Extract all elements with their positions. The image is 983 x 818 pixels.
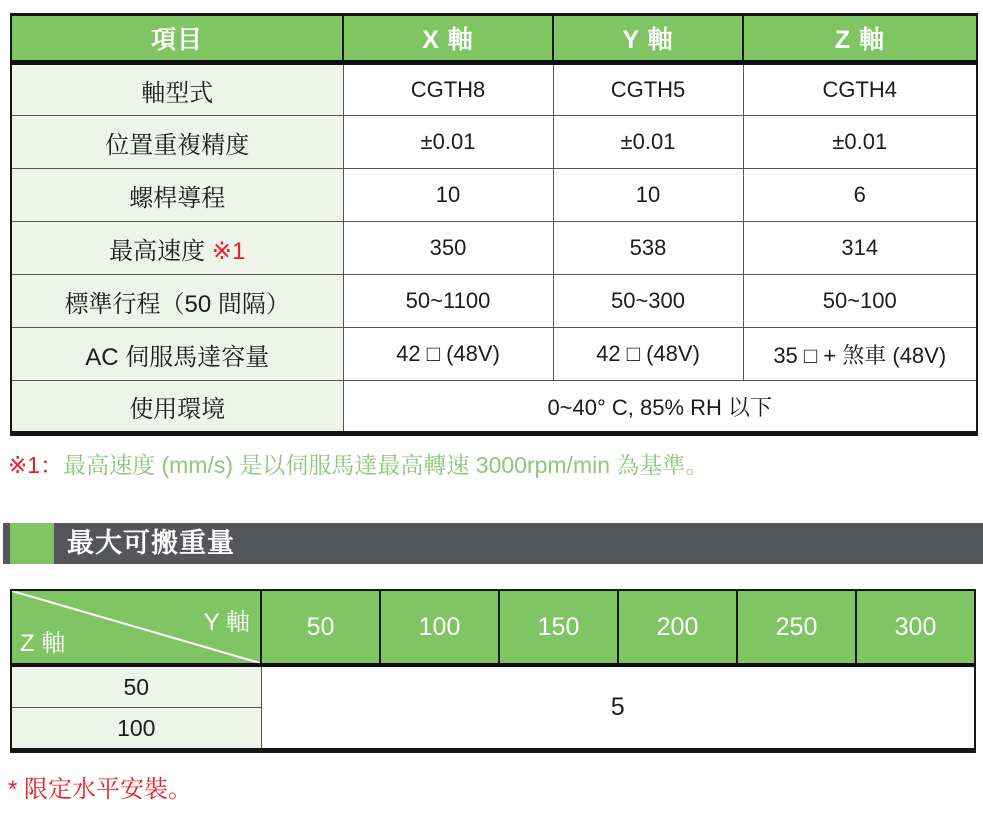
spec-cell: 10: [343, 169, 553, 222]
section-title: 最大可搬重量: [67, 528, 235, 558]
spec-table: [10, 13, 978, 436]
payload-col-header: 200: [618, 590, 737, 665]
spec-row-label: 使用環境: [11, 381, 343, 434]
payload-corner-z-axis-label: Z 軸: [20, 630, 66, 657]
spec-header-x-axis: X 軸: [343, 15, 553, 63]
footnote-text: 最高速度 (mm/s) 是以伺服馬達最高轉速 3000rpm/min 為基準。: [63, 452, 709, 478]
spec-cell: ±0.01: [743, 116, 977, 169]
footnote-prefix: ※1：: [8, 452, 64, 478]
spec-row-servo-capacity: [11, 328, 977, 381]
spec-header-row: [11, 15, 977, 63]
spec-cell: 314: [743, 222, 977, 275]
spec-row-repeatability: [11, 116, 977, 169]
payload-col-header: 50: [261, 590, 380, 665]
spec-cell: 10: [553, 169, 743, 222]
spec-cell: ±0.01: [343, 116, 553, 169]
payload-row-z50: [11, 665, 975, 708]
spec-cell: CGTH8: [343, 63, 553, 116]
spec-cell: 50~300: [553, 275, 743, 328]
payload-col-header: 300: [856, 590, 975, 665]
payload-row-label: 100: [11, 708, 261, 751]
footnote-horizontal-mount: * 限定水平安裝。: [8, 776, 193, 803]
spec-row-label: [11, 222, 343, 275]
spec-cell: 42 □ (48V): [553, 328, 743, 381]
spec-row-label: AC 伺服馬達容量: [11, 328, 343, 381]
max-payload-table: [10, 589, 976, 753]
payload-col-header: 100: [380, 590, 499, 665]
footnote-marker: ※1: [211, 237, 246, 265]
payload-merged-value-cell: 5: [261, 665, 975, 751]
payload-corner-cell: [11, 590, 261, 665]
spec-cell: CGTH5: [553, 63, 743, 116]
spec-cell: 538: [553, 222, 743, 275]
spec-sheet-page: [0, 13, 983, 818]
spec-row-max-speed: [11, 222, 977, 275]
payload-header-row: [11, 590, 975, 665]
spec-cell: 6: [743, 169, 977, 222]
spec-cell: 350: [343, 222, 553, 275]
footnote-max-speed: [8, 451, 983, 479]
payload-row-label: 50: [11, 665, 261, 708]
spec-cell: 50~1100: [343, 275, 553, 328]
section-accent-square: [10, 523, 54, 564]
spec-row-environment: [11, 381, 977, 434]
spec-cell: 50~100: [743, 275, 977, 328]
spec-cell: 35 □ + 煞車 (48V): [743, 328, 977, 381]
payload-col-header: 250: [737, 590, 856, 665]
spec-row-label: 標準行程（50 間隔）: [11, 275, 343, 328]
spec-cell: 42 □ (48V): [343, 328, 553, 381]
spec-row-screw-lead: [11, 169, 977, 222]
spec-row-label: 螺桿導程: [11, 169, 343, 222]
spec-cell-environment: 0~40° C, 85% RH 以下: [343, 381, 977, 434]
spec-row-axis-type: [11, 63, 977, 116]
spec-cell: ±0.01: [553, 116, 743, 169]
spec-header-y-axis: Y 軸: [553, 15, 743, 63]
spec-row-standard-stroke: [11, 275, 977, 328]
max-speed-label: 最高速度: [109, 237, 206, 265]
spec-row-label: 軸型式: [11, 63, 343, 116]
payload-corner-y-axis-label: Y 軸: [203, 609, 250, 636]
payload-col-header: 150: [499, 590, 618, 665]
spec-row-label: 位置重複精度: [11, 116, 343, 169]
spec-header-z-axis: Z 軸: [743, 15, 977, 63]
spec-cell: CGTH4: [743, 63, 977, 116]
section-header-max-payload: [3, 523, 983, 564]
spec-header-item: 項目: [11, 15, 343, 63]
